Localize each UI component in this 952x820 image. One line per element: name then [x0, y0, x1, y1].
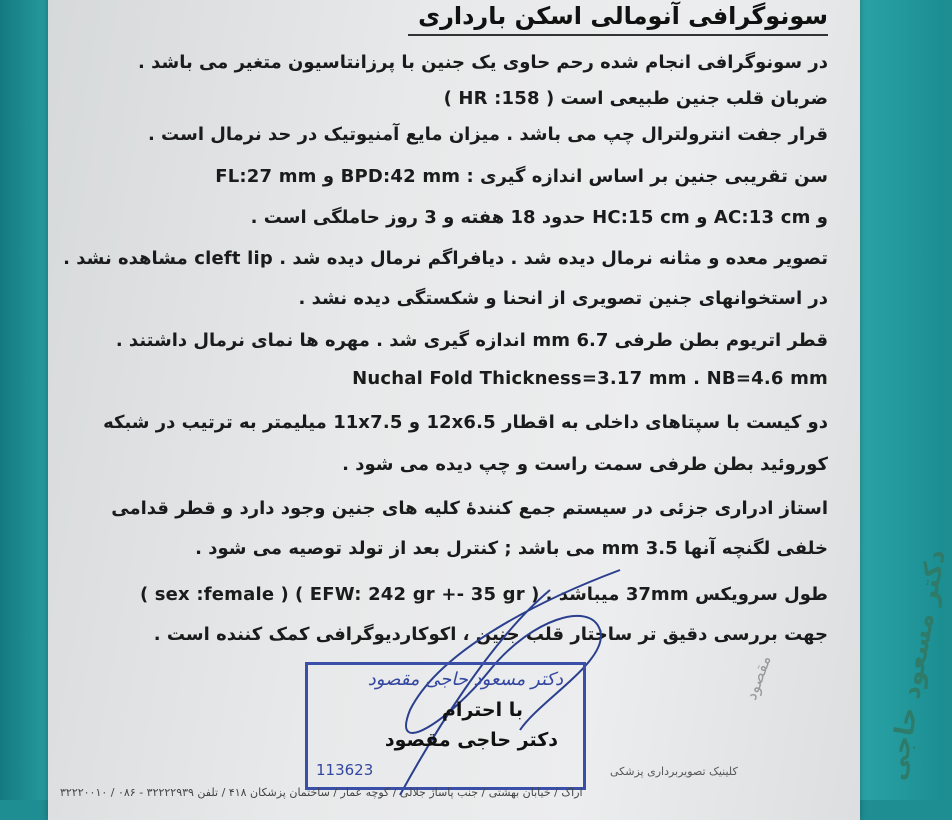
clinic-address: اراک / خیابان بهشتی / جنب پاساژ جلالی / کوچه عمار / ساختمان پزشکان ۴۱۸ / تلفن ۳۲۲۲۲۹۳۹ - ۰۸۶ / ۳۲۲۲۰۰۱۰ [60, 786, 583, 799]
report-line: و AC:13 cm و HC:15 cm حدود 18 هفته و 3 روز حاملگی است . [250, 207, 828, 228]
stamp-number: 113623 [316, 761, 374, 779]
clinic-name: کلینیک تصویربرداری پزشکی [610, 765, 738, 778]
report-line: کوروئید بطن طرفی سمت راست و چپ دیده می شود . [342, 454, 828, 475]
doctor-stamp [305, 662, 586, 790]
report-line: در استخوانهای جنین تصویری از انحنا و شکستگی دیده نشد . [298, 288, 828, 309]
report-line: طول سرویکس 37mm میباشد . ( EFW: 242 gr +- 35 gr ) ( sex :female ) [140, 584, 828, 605]
clinic-logo-sub: مقصود [741, 652, 775, 703]
report-line: خلفی لگنچه آنها 3.5 mm می باشد ; کنترل بعد از تولد توصیه می شود . [195, 538, 828, 559]
report-line: استاز ادراری جزئی در سیستم جمع کنندهٔ کلیه های جنین وجود دارد و قطر قدامی [111, 498, 828, 519]
report-line: دو کیست با سپتاهای داخلی به اقطار 12x6.5 و 11x7.5 میلیمتر به ترتیب در شبکه [103, 412, 828, 433]
report-line: جهت بررسی دقیق تر ساختار قلب جنین ، اکوکاردیوگرافی کمک کننده است . [153, 624, 828, 645]
report-line: قطر اتریوم بطن طرفی 6.7 mm اندازه گیری شد . مهره ها نمای نرمال داشتند . [115, 330, 828, 351]
report-line: تصویر معده و مثانه نرمال دیده شد . دیافراگم نرمال دیده شد . cleft lip مشاهده نشد . [63, 248, 828, 269]
report-line: قرار جفت انترولترال چپ می باشد . میزان مایع آمنیوتیک در حد نرمال است . [147, 124, 828, 145]
greeting: با احترام [441, 699, 523, 721]
report-title: سونوگرافی آنومالی اسکن بارداری [408, 2, 828, 36]
report-line: سن تقریبی جنین بر اساس اندازه گیری : BPD:42 mm و FL:27 mm [215, 166, 828, 187]
background-folder-left [0, 0, 55, 800]
stamp-name: دکتر مسعود حاجی مقصود [367, 669, 563, 690]
clinic-logo: دکتر مسعود حاجی [881, 547, 952, 783]
report-line: ضربان قلب جنین طبیعی است ( HR :158 ) [443, 88, 828, 109]
report-line: در سونوگرافی انجام شده رحم حاوی یک جنین با پرزانتاسیون متغیر می باشد . [137, 52, 828, 73]
signature-name: دکتر حاجی مقصود [384, 729, 558, 751]
report-line: Nuchal Fold Thickness=3.17 mm . NB=4.6 mm [352, 368, 828, 389]
